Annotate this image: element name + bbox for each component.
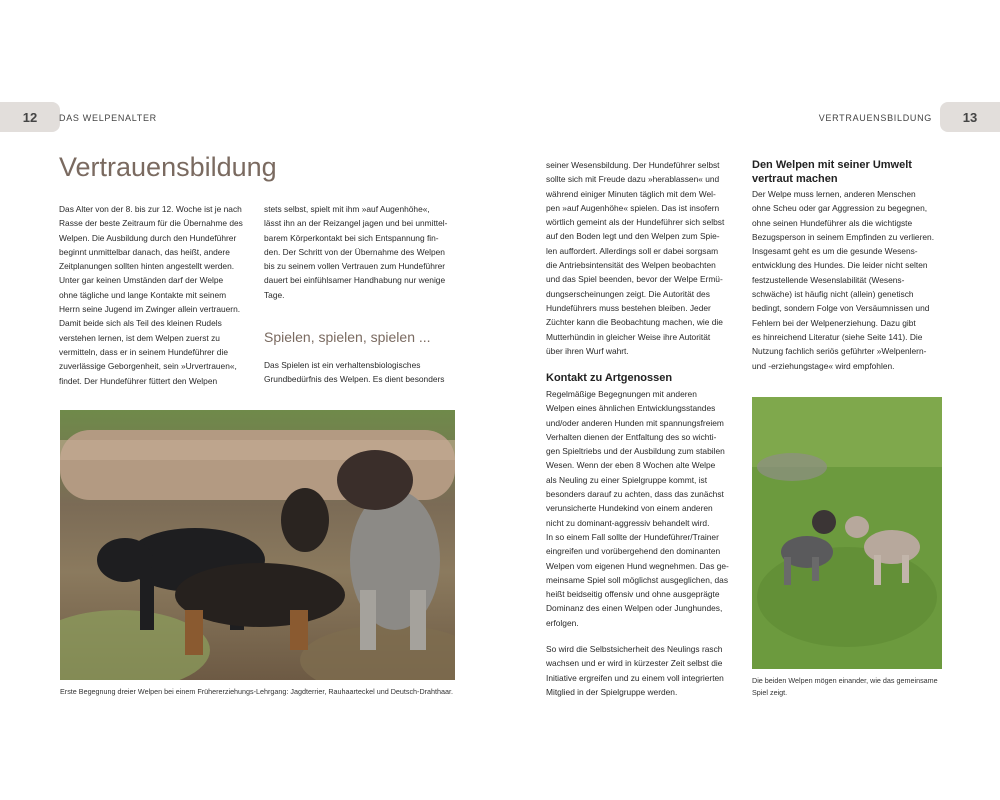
left-photo-caption: Erste Begegnung dreier Welpen bei einem Frühererziehungs-Lehrgang: Jagdterrier, Rauhaarteckel und Deutsch-Drahthaar.: [60, 687, 454, 696]
umwelt-text: Der Welpe muss lernen, anderen Menschen ohne Scheu oder gar Aggression zu begegnen, ohne seinen Hundeführer als die wichtigste Bezugsperson in seinem Empfinden zu verlieren. Insgesamt geht es um die gesunde Wesens- entwicklung des Hundes. Die leider nicht selten festzustellende Wesenslabilität (Wesens- schwäche) ist häufig nicht (allein) genetisch bedingt, sondern Folge von Versäumnissen und Fehlern bei der Welpenerziehung. Dazu gibt es hinreichend Literatur (siehe Seite 141). Die Nutzung fachlich seriös geführter »Welpenlern- und -erziehungstage« wird empfohlen.: [752, 189, 935, 371]
left-column-2-text-b: Das Spielen ist ein verhaltensbiologisches Grundbedürfnis des Welpen. Es dient besonders: [264, 360, 445, 385]
heading-kontakt: Kontakt zu Artgenossen: [546, 372, 673, 384]
page-number-right: 13: [940, 102, 1000, 132]
kontakt-text-b: So wird die Selbstsicherheit des Neulings rasch wachsen und er wird in kürzester Zeit selbst die Initiative ergreifen und zu einem voll integrierten Mitglied in der Spielgruppe werden.: [546, 644, 724, 697]
page-number-left: 12: [0, 102, 60, 132]
photo-three-puppies: [60, 410, 455, 680]
photo-two-puppies-playing: [752, 397, 942, 669]
kontakt-text: Regelmäßige Begegnungen mit anderen Welpen eines ähnlichen Entwicklungsstandes und/oder anderen Hunden mit spannungsfreiem Verhalten dienen der Entfaltung des so wichti- gen Spieltriebs und der Ausbildung zum stabilen Wesen. Wenn der eben 8 Wochen alte Welpe als Neuling zu einer Spielgruppe kommt, ist besonders darauf zu achten, dass das zunächst verunsicherte Hundekind von einem anderen nicht zu dominant-aggressiv behandelt wird. In so einem Fall sollte der Hundeführer/Trainer eingreifen und vorübergehend den dominanten Welpen vom eigenen Hund wegnehmen. Das ge- meinsame Spiel soll möglichst ausgeglichen, das heißt beidseitig offensiv und ohne ausgeprägte Dominanz des einen Welpen oder Junghundes, erfolgen.: [546, 389, 729, 628]
heading-umwelt: Den Welpen mit seiner Umwelt vertraut machen: [752, 159, 912, 185]
subheading-spielen: Spielen, spielen, spielen ...: [264, 329, 431, 345]
left-column-1-text: Das Alter von der 8. bis zur 12. Woche ist je nach Rasse der beste Zeitraum für die Übernahme des Welpen. Die Ausbildung durch den Hundeführer beginnt unmittelbar danach, das heißt, andere Zeitplanungen sollten hinten angestellt werden. Unter gar keinen Umständen darf der Welpe ohne tägliche und lange Kontakte mit seinem Herrn seine Jugend im Zwinger allein vertrauern. Damit beide sich als Teil des kleinen Rudels verstehen lernen, ist dem Welpen zuerst zu vermitteln, dass er in seinem Hundeführer die zuverlässige Geborgenheit, sein »Urvertrauen«, findet. Der Hundeführer füttert den Welpen: [59, 204, 243, 386]
page-title: Vertrauensbildung: [59, 152, 277, 182]
running-head-left: DAS WELPENALTER: [59, 113, 157, 123]
left-column-2-text: stets selbst, spielt mit ihm »auf Augenhöhe«, lässt ihn an der Reizangel jagen und bei unmittel- barem Körperkontakt bei sich Entspannung fin- den. Der Schritt von der Übernahme des Welpen bis zu seinem vollen Vertrauen zum Hundeführer dauert bei einfühlsamer Handhabung nur wenige Tage.: [264, 204, 448, 300]
right-photo-caption: Die beiden Welpen mögen einander, wie das gemeinsame Spiel zeigt.: [752, 676, 938, 697]
right-column-1-text: seiner Wesensbildung. Der Hundeführer selbst sollte sich mit Freude dazu »herablassen« und während einiger Minuten täglich mit dem Wel- pen »auf Augenhöhe« spielen. Das ist insofern wörtlich gemeint als der Hundeführer sich selbst auf den Boden legt und den Welpen zum Spie- len auffordert. Allerdings soll er dabei sorgsam die Antriebsintensität des Welpen beobachten und das Spiel beenden, bevor der Welpe Ermü- dungserscheinungen zeigt. Die Autorität des Hundeführers muss bestehen bleiben. Jeder Züchter kann die Beobachtung machen, wie die Mutterhündin in gleicher Weise ihre Autorität über ihren Wurf wahrt.: [546, 160, 725, 356]
running-head-right: VERTRAUENSBILDUNG: [818, 113, 932, 123]
